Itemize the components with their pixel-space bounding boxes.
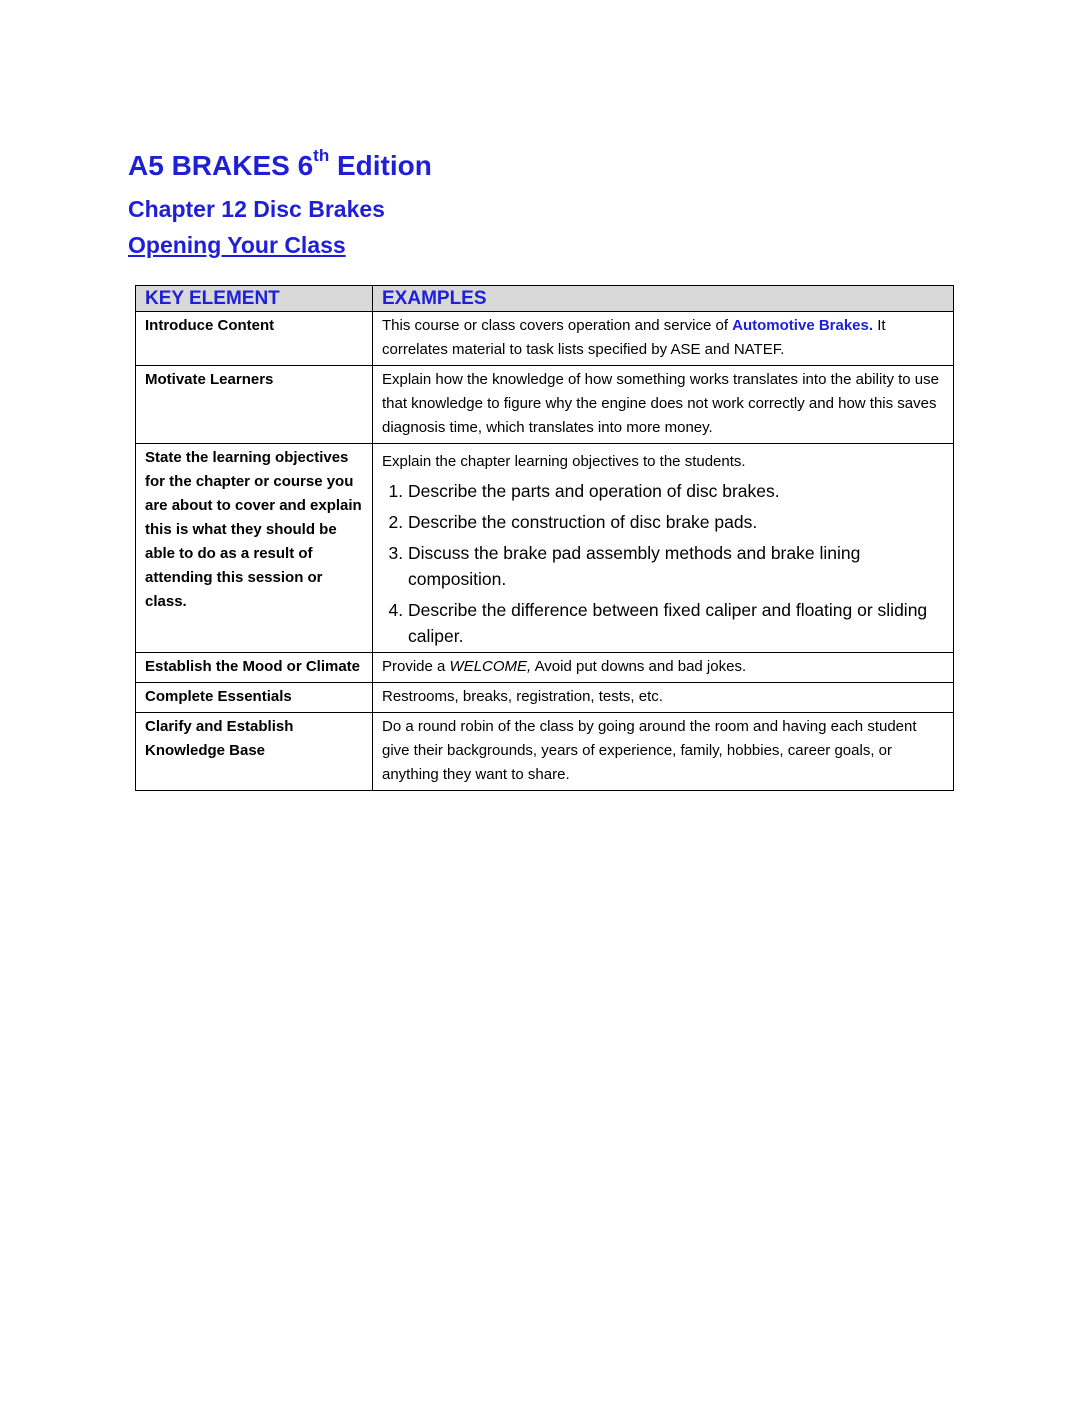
key-element-cell: State the learning objectives for the chapter or course you are about to cover and explain this is what they should be able to do as a result of attending this session or class.: [136, 444, 373, 653]
example-cell: [373, 653, 954, 683]
list-item: 4. Describe the difference between fixed caliper and floating or sliding caliper.: [408, 597, 944, 649]
example-text: This course or class covers operation and service of: [382, 317, 733, 334]
list-item: 3. Discuss the brake pad assembly methods and brake lining composition.: [408, 540, 944, 592]
key-element-cell: Introduce Content: [136, 312, 373, 366]
header-examples: EXAMPLES: [373, 286, 954, 312]
example-cell: Do a round robin of the class by going around the room and having each student give their backgrounds, years of experience, family, hobbies, career goals, or anything they want to share.: [373, 713, 954, 791]
title-end: Edition: [329, 150, 432, 181]
section-heading: Opening Your Class: [128, 232, 346, 258]
key-element-cell: Clarify and Establish Knowledge Base: [136, 713, 373, 791]
emphasis-text: WELCOME,: [449, 658, 532, 675]
objectives-list: [382, 478, 944, 649]
key-element-cell: Establish the Mood or Climate: [136, 653, 373, 683]
header-key-element: KEY ELEMENT: [136, 286, 373, 312]
example-text: Provide a: [382, 658, 450, 675]
opening-class-table: [135, 285, 954, 791]
key-element-cell: Motivate Learners: [136, 366, 373, 444]
example-cell: Explain how the knowledge of how something works translates into the ability to use that knowledge to figure why the engine does not work correctly and how this saves diagnosis time, which translates into more money.: [373, 366, 954, 444]
table-row: [136, 312, 954, 366]
example-cell: [373, 444, 954, 653]
table-row: [136, 653, 954, 683]
document-title: [128, 146, 432, 186]
list-item: 2. Describe the construction of disc brake pads.: [408, 509, 944, 535]
table-row: [136, 366, 954, 444]
chapter-heading: Chapter 12 Disc Brakes: [128, 196, 385, 222]
title-main: A5 BRAKES 6: [128, 150, 314, 181]
table-row: [136, 444, 954, 653]
highlight-text: Automotive Brakes.: [732, 317, 874, 334]
example-cell: [373, 312, 954, 366]
title-superscript: th: [313, 145, 330, 165]
table-row: [136, 683, 954, 713]
key-element-cell: Complete Essentials: [136, 683, 373, 713]
objectives-intro: Explain the chapter learning objectives to the students.: [382, 453, 746, 470]
example-cell: Restrooms, breaks, registration, tests, etc.: [373, 683, 954, 713]
table-row: [136, 713, 954, 791]
table-header-row: [136, 286, 954, 312]
example-text: Avoid put downs and bad jokes.: [531, 658, 747, 675]
list-item: 1. Describe the parts and operation of disc brakes.: [408, 478, 944, 504]
example-text: It correlates material to task lists specified by ASE and NATEF.: [382, 317, 886, 358]
